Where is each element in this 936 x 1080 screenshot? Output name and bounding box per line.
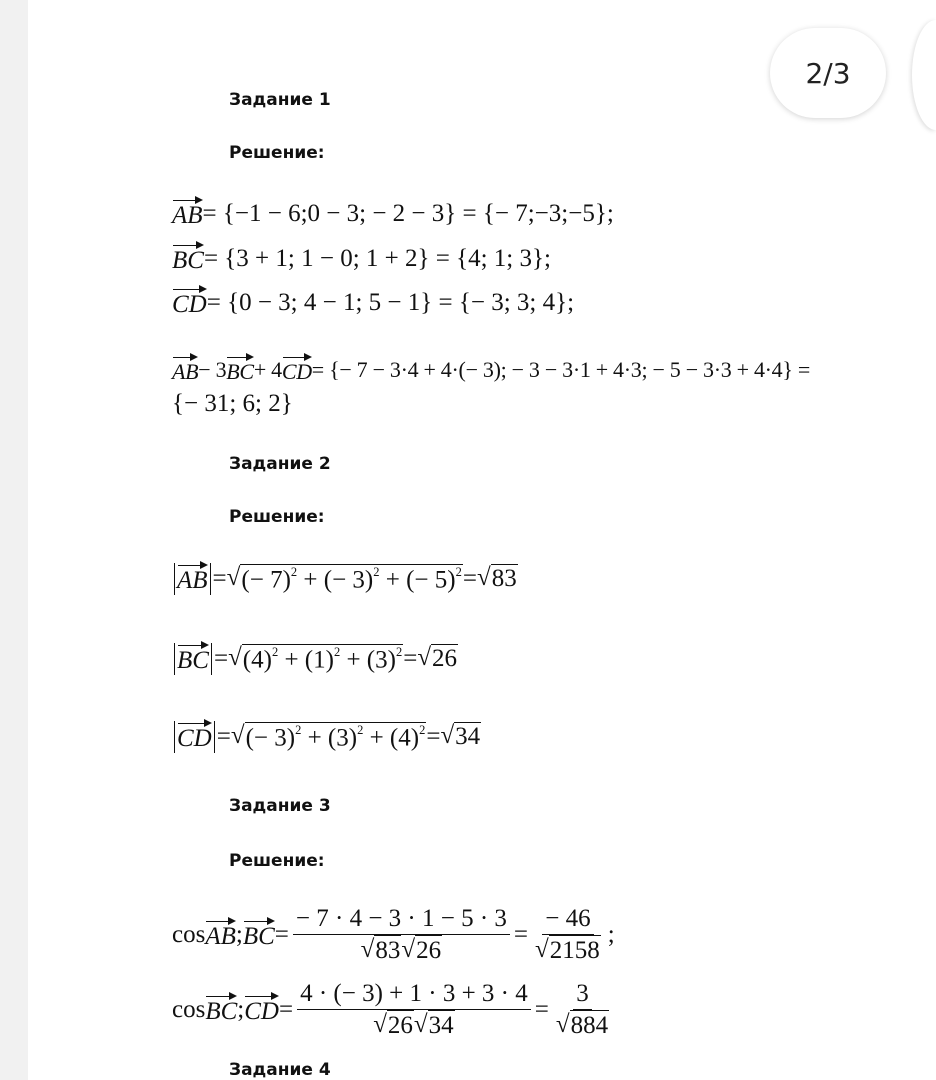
task-2-heading: Задание 2 <box>229 454 331 474</box>
numerator <box>293 905 510 935</box>
math-text: = <box>403 644 418 672</box>
exponent: 2 <box>295 722 302 737</box>
formula-line <box>172 287 924 319</box>
formula-line <box>172 980 924 1041</box>
radicand <box>374 935 401 966</box>
radical-sign: √ <box>226 563 241 591</box>
vector: AB <box>172 198 203 230</box>
math-text: 3 <box>576 980 589 1007</box>
radical-sign: √ <box>413 1010 428 1038</box>
fraction <box>297 980 531 1041</box>
vector: AB <box>205 919 236 951</box>
vector: BC <box>243 919 275 951</box>
radical-sign: √ <box>401 935 416 963</box>
math-text: 26 <box>432 645 458 673</box>
solution-1-label: Решение: <box>229 143 325 163</box>
radicand <box>570 1010 610 1041</box>
vector: CD <box>177 721 212 753</box>
math-text: (− 3) <box>245 723 296 751</box>
radical-sign: √ <box>417 644 432 672</box>
formula-line <box>172 643 924 675</box>
square-root <box>373 1010 414 1041</box>
vector: BC <box>177 643 209 675</box>
radicand <box>491 564 518 593</box>
radicand <box>242 644 403 674</box>
numerator <box>573 980 592 1010</box>
math-text: cos <box>172 996 206 1024</box>
math-text: = {− 7 − 3·4 + 4·(− 3); − 3 − 3·1 + 4·3; − 5 − 3·3 + 4·4} = <box>311 357 810 382</box>
square-root <box>361 935 402 966</box>
square-root <box>440 722 481 751</box>
square-root <box>477 564 518 593</box>
square-root <box>535 935 601 966</box>
radical-sign: √ <box>373 1010 387 1038</box>
formula-line <box>172 390 924 418</box>
math-text: 884 <box>570 1011 609 1039</box>
math-text: + (1) <box>278 645 334 673</box>
page-indicator: 2/3 <box>770 28 886 118</box>
math-text: = {−1 − 6;0 − 3; − 2 − 3} = {− 7;−3;−5}; <box>202 200 614 227</box>
math-text: 4 · (− 3) + 1 · 3 + 3 · 4 <box>300 980 528 1007</box>
vector: CD <box>172 287 207 319</box>
radicand <box>415 935 442 966</box>
radical-sign: √ <box>230 721 245 749</box>
math-text: = <box>274 921 289 949</box>
math-text: = {3 + 1; 1 − 0; 1 + 2} = {4; 1; 3}; <box>203 245 551 272</box>
radicand <box>428 1010 455 1041</box>
fraction <box>553 980 612 1041</box>
math-text: 34 <box>455 723 481 751</box>
exponent: 2 <box>290 564 298 579</box>
radical-sign: √ <box>476 564 491 592</box>
math-text: = <box>462 564 477 592</box>
radicand <box>549 935 601 966</box>
math-text: = {0 − 3; 4 − 1; 5 − 1} = {− 3; 3; 4}; <box>206 289 575 316</box>
square-root <box>401 935 442 966</box>
exponent: 2 <box>333 644 341 659</box>
numerator <box>542 905 593 935</box>
math-text: ; <box>237 996 245 1024</box>
radical-sign: √ <box>555 1010 570 1038</box>
math-text: ; <box>607 921 615 949</box>
radical-sign: √ <box>360 935 375 963</box>
math-text: 34 <box>428 1011 454 1039</box>
square-root <box>417 644 458 673</box>
math-text: + (− 3) <box>297 565 374 593</box>
math-text: 83 <box>491 565 517 593</box>
denominator <box>358 935 445 966</box>
formula-line <box>172 563 924 595</box>
vector: BC <box>226 355 254 385</box>
exponent: 2 <box>373 564 380 579</box>
exponent: 2 <box>357 722 364 737</box>
math-text: + (3) <box>340 645 396 673</box>
exponent: 2 <box>419 722 426 737</box>
math-text: = <box>216 722 231 750</box>
math-text: + 4 <box>253 357 282 382</box>
radicand <box>387 1010 414 1041</box>
math-text: = <box>513 921 529 949</box>
formula-line <box>172 721 924 753</box>
math-text: = <box>212 564 227 592</box>
math-text: − 46 <box>545 905 591 932</box>
vector: CD <box>282 355 312 385</box>
denominator <box>553 1010 612 1041</box>
numerator <box>297 980 531 1010</box>
denominator <box>532 935 604 966</box>
square-root <box>556 1010 609 1041</box>
formula-line <box>172 198 924 230</box>
radicand <box>240 564 462 594</box>
task-1-heading: Задание 1 <box>229 90 331 110</box>
math-text: = <box>534 996 549 1024</box>
math-text: − 3 <box>198 357 227 382</box>
math-text: cos <box>172 921 206 949</box>
math-text: 26 <box>387 1011 413 1039</box>
task-4-heading: Задание 4 <box>229 1060 331 1080</box>
square-root <box>414 1010 455 1041</box>
exponent: 2 <box>271 644 279 659</box>
math-text: 2158 <box>549 936 600 964</box>
math-text: = <box>278 996 294 1024</box>
math-text: 26 <box>416 936 442 964</box>
radical-sign: √ <box>440 722 455 750</box>
formula-line <box>172 355 924 385</box>
math-text: − 7 · 4 − 3 · 1 − 5 · 3 <box>295 905 507 932</box>
square-root <box>231 722 426 752</box>
math-text: + (4) <box>363 723 420 751</box>
square-root <box>227 564 463 594</box>
radical-sign: √ <box>228 643 242 671</box>
vector: BC <box>205 994 237 1026</box>
vector: AB <box>172 355 198 385</box>
formula-line <box>172 905 924 966</box>
radicand <box>245 722 427 752</box>
math-text: (− 7) <box>241 565 291 593</box>
vector-magnitude <box>174 643 212 675</box>
math-text: + (− 5) <box>379 565 456 593</box>
exponent: 2 <box>395 644 403 659</box>
math-text: = <box>213 644 229 672</box>
radicand <box>454 722 481 751</box>
task-3-heading: Задание 3 <box>229 796 331 816</box>
math-text: (4) <box>242 645 272 673</box>
formula-line <box>172 243 924 275</box>
solution-2-label: Решение: <box>229 507 325 527</box>
vector-magnitude <box>174 721 215 753</box>
math-text: 83 <box>375 936 401 964</box>
square-root <box>228 644 403 674</box>
fraction <box>532 905 604 966</box>
radicand <box>431 644 458 673</box>
radical-sign: √ <box>535 935 549 963</box>
exponent: 2 <box>455 564 462 579</box>
math-text: {− 31; 6; 2} <box>172 390 293 417</box>
math-text: ; <box>235 921 243 949</box>
vector-magnitude <box>174 563 211 595</box>
vector: AB <box>177 563 208 595</box>
fraction <box>293 905 510 966</box>
vector: BC <box>172 243 204 275</box>
vector: CD <box>244 994 279 1026</box>
math-text: = <box>426 722 441 750</box>
math-text: + (3) <box>301 723 358 751</box>
denominator <box>370 1010 457 1041</box>
solution-3-label: Решение: <box>229 851 325 871</box>
